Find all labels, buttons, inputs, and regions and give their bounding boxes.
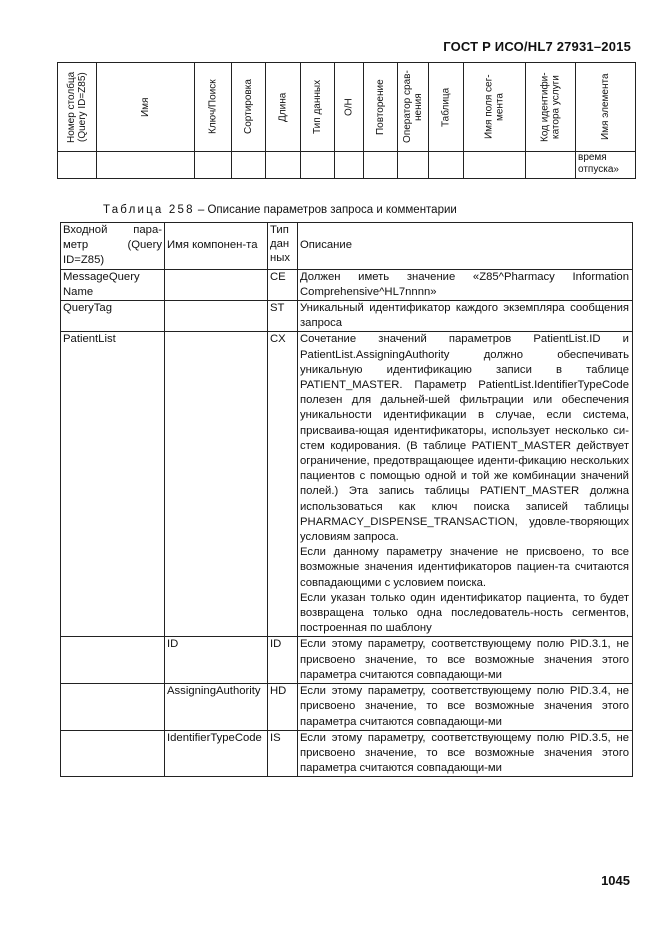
header-table: Таблица [440,87,452,127]
header-length: Длина [277,92,289,122]
param-cell [61,684,165,731]
param-cell [61,637,165,684]
query-fields-header-row [58,63,636,152]
table-row [61,332,633,637]
header-key-search: Ключ/Поиск [207,79,219,135]
header-service-identifier-code: Код идентифи- катора услуги [539,72,562,142]
component-cell: ID [165,637,268,684]
component-cell [165,269,268,300]
header-comparison-operator: Оператор срав- нения [402,70,424,144]
table-row [61,684,633,731]
type-cell: CX [268,332,298,637]
table-row [61,730,633,777]
header-sort: Сортировка [243,79,254,135]
component-cell [165,301,268,332]
type-cell: IS [268,730,298,777]
param-cell: MessageQuery Name [61,269,165,300]
header-segment-field-name: Имя поля сег- мента [483,74,506,140]
header-name: Имя [140,97,151,117]
element-name-cell: время отпуска» [576,152,636,179]
header-optionality: О/Н [343,98,355,116]
type-cell: ST [268,301,298,332]
header-repetition: Повторение [375,79,386,135]
description-cell: Если этому параметру, соответствующему полю PID.3.4, не присвоено значение, то все возможные значения этого параметра считаются совпадающи-ми [298,684,633,731]
header-data-type: Тип данных [312,79,323,135]
header-column-number: Номер столбца (Query ID=Z85) [66,71,88,143]
type-cell: CE [268,269,298,300]
component-cell: IdentifierTypeCode [165,730,268,777]
header-input-parameter: Входной пара-метр (Query ID=Z85) [61,223,165,270]
description-cell: Если этому параметру, соответствующему полю PID.3.5, не присвоено значение, то все возможные значения этого параметра считаются совпадающи-ми [298,730,633,777]
description-cell: Если этому параметру, соответствующему полю PID.3.1, не присвоено значение, то все возможные значения этого параметра считаются совпадающи-ми [298,637,633,684]
component-cell: AssigningAuthority [165,684,268,731]
table-row [61,637,633,684]
table-caption-text: – Описание параметров запроса и комментарии [197,204,457,216]
parameters-header-row [61,223,633,270]
query-fields-table [57,62,636,179]
param-cell: PatientList [61,332,165,637]
description-cell: Должен иметь значение «Z85^Pharmacy Information Comprehensive^HL7nnnn» [298,269,633,300]
table-caption [103,204,457,216]
param-cell [61,730,165,777]
description-cell: Сочетание значений параметров PatientList.ID и PatientList.AssigningAuthority должно обеспечивать уникальную идентификацию записи в таблице PATIENT_MASTER. Параметр PatientList.IdentifierTypeCode полезен для дальней-шей фильтрации или обеспечения уникальности идентификации в случае, если система, присваива-ющая идентификаторы, использует несколько си-стем кодирования. (В таблице PATIENT_MASTER действует ограничение, предотвращающее иденти-фикацию нескольких пациентов с помощью одной и той же комбинации значений полей.) Эта запись таблицы PATIENT_MASTER должна использоваться как ключ поиска записей таблицы PHARMACY_DISPENSE_TRANSACTION, удовле-творяющих условиям запроса. Если данному параметру значение не присвоено, то все возможные значения идентификаторов пациен-та считаются совпадающими с условием поиска. Если указан только один идентификатор пациента, то будет возвращена только одна последователь-ность сегментов, построенная по шаблону [298,332,633,637]
header-component-name: Имя компонен-та [165,223,268,270]
type-cell: ID [268,637,298,684]
type-cell: HD [268,684,298,731]
table-row [58,152,636,179]
parameters-description-table [60,222,633,777]
header-description: Описание [298,223,633,270]
document-standard-header: ГОСТ Р ИСО/HL7 27931–2015 [443,39,631,54]
description-cell: Уникальный идентификатор каждого экземпляра сообщения запроса [298,301,633,332]
table-caption-label: Таблица 258 [103,204,195,216]
header-element-name: Имя элемента [600,73,611,141]
page-number: 1045 [601,873,630,888]
header-data-type: Тип дан ных [268,223,298,270]
table-row [61,269,633,300]
component-cell [165,332,268,637]
param-cell: QueryTag [61,301,165,332]
table-row [61,301,633,332]
